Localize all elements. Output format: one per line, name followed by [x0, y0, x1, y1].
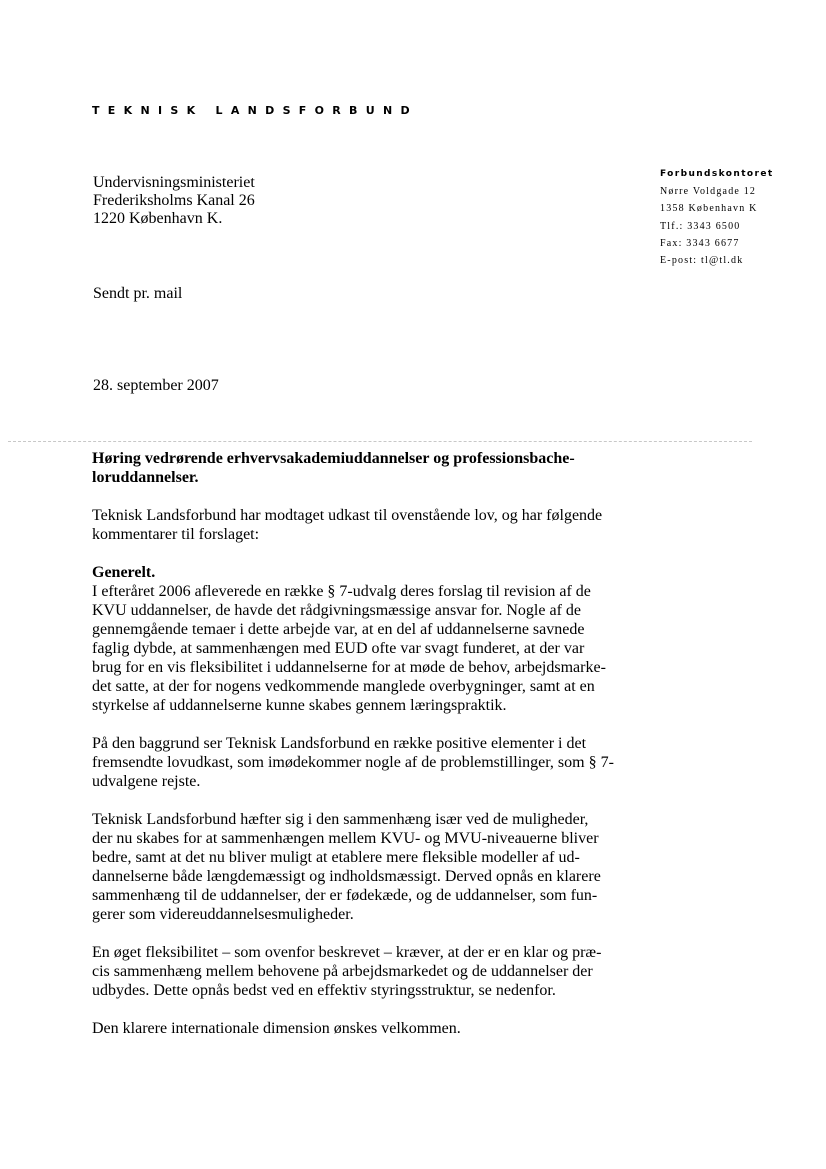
text-line: udbydes. Dette opnås bedst ved en effektiv styringsstruktur, se nedenfor. [92, 982, 556, 999]
office-line: Tlf.: 3343 6500 [660, 220, 741, 232]
divider [8, 441, 752, 442]
recipient-line: 1220 København K. [93, 210, 223, 227]
office-line: Fax: 3343 6677 [660, 237, 740, 249]
text-line: En øget fleksibilitet – som ovenfor beskrevet – kræver, at der er en klar og præ- [92, 944, 602, 961]
paragraph [92, 810, 672, 924]
recipient-line: Undervisningsministeriet [93, 174, 255, 191]
paragraph [92, 943, 672, 1000]
text-line: brug for en vis fleksibilitet i uddannelserne for at møde de behov, arbejdsmarke- [92, 659, 606, 676]
text-line: kommentarer til forslaget: [92, 526, 260, 543]
paragraph [92, 1019, 672, 1038]
text-line: På den baggrund ser Teknisk Landsforbund en række positive elementer i det [92, 735, 587, 752]
text-line: der nu skabes for at sammenhængen mellem KVU- og MVU-niveauerne bliver [92, 830, 599, 847]
office-address-block [660, 166, 774, 269]
text-line: det satte, at der for nogens vedkommende manglede overbygninger, samt at en [92, 678, 595, 695]
letter-date: 28. september 2007 [93, 377, 219, 394]
letter-body [92, 449, 672, 1057]
text-line: bedre, samt at det nu bliver muligt at etablere mere fleksible modeller af ud- [92, 849, 580, 866]
paragraph [92, 582, 672, 715]
section-title: Generelt. [92, 564, 156, 581]
text-line: I efteråret 2006 afleverede en række § 7-udvalg deres forslag til revision af de [92, 583, 591, 600]
office-line: 1358 København K [660, 203, 758, 215]
text-line: Teknisk Landsforbund har modtaget udkast til ovenstående lov, og har følgende [92, 507, 603, 524]
intro-paragraph [92, 506, 672, 544]
office-title: Forbundskontoret [660, 169, 774, 179]
text-line: dannelserne både længdemæssigt og indholdsmæssigt. Derved opnås en klarere [92, 868, 601, 885]
text-line: fremsendte lovudkast, som imødekommer nogle af de problemstillinger, som § 7- [92, 754, 614, 771]
recipient-address [93, 174, 255, 228]
office-line: Nørre Voldgade 12 [660, 186, 757, 198]
text-line: Teknisk Landsforbund hæfter sig i den sammenhæng især ved de muligheder, [92, 811, 589, 828]
text-line: faglig dybde, at sammenhængen med EUD ofte var svagt funderet, at der var [92, 640, 585, 657]
text-line: gennemgående temaer i dette arbejde var, at en del af uddannelserne savnede [92, 621, 585, 638]
heading-line: Høring vedrørende erhvervsakademiuddannelser og professionsbache- [92, 450, 575, 467]
office-line: E-post: tl@tl.dk [660, 255, 744, 267]
subject-heading [92, 449, 672, 487]
text-line: gerer som videreuddannelsesmuligheder. [92, 906, 354, 923]
heading-line: loruddannelser. [92, 469, 199, 486]
text-line: udvalgene rejste. [92, 773, 201, 790]
paragraph [92, 734, 672, 791]
letterhead-title: TEKNISK LANDSFORBUND [92, 104, 418, 117]
recipient-line: Frederiksholms Kanal 26 [93, 192, 255, 209]
text-line: styrkelse af uddannelserne kunne skabes gennem læringspraktik. [92, 697, 507, 714]
text-line: sammenhæng til de uddannelser, der er fødekæde, og de uddannelser, som fun- [92, 887, 598, 904]
text-line: Den klarere internationale dimension ønskes velkommen. [92, 1020, 461, 1037]
delivery-note: Sendt pr. mail [93, 285, 183, 302]
text-line: KVU uddannelser, de havde det rådgivningsmæssige ansvar for. Nogle af de [92, 602, 582, 619]
text-line: cis sammenhæng mellem behovene på arbejdsmarkedet og de uddannelser der [92, 963, 593, 980]
